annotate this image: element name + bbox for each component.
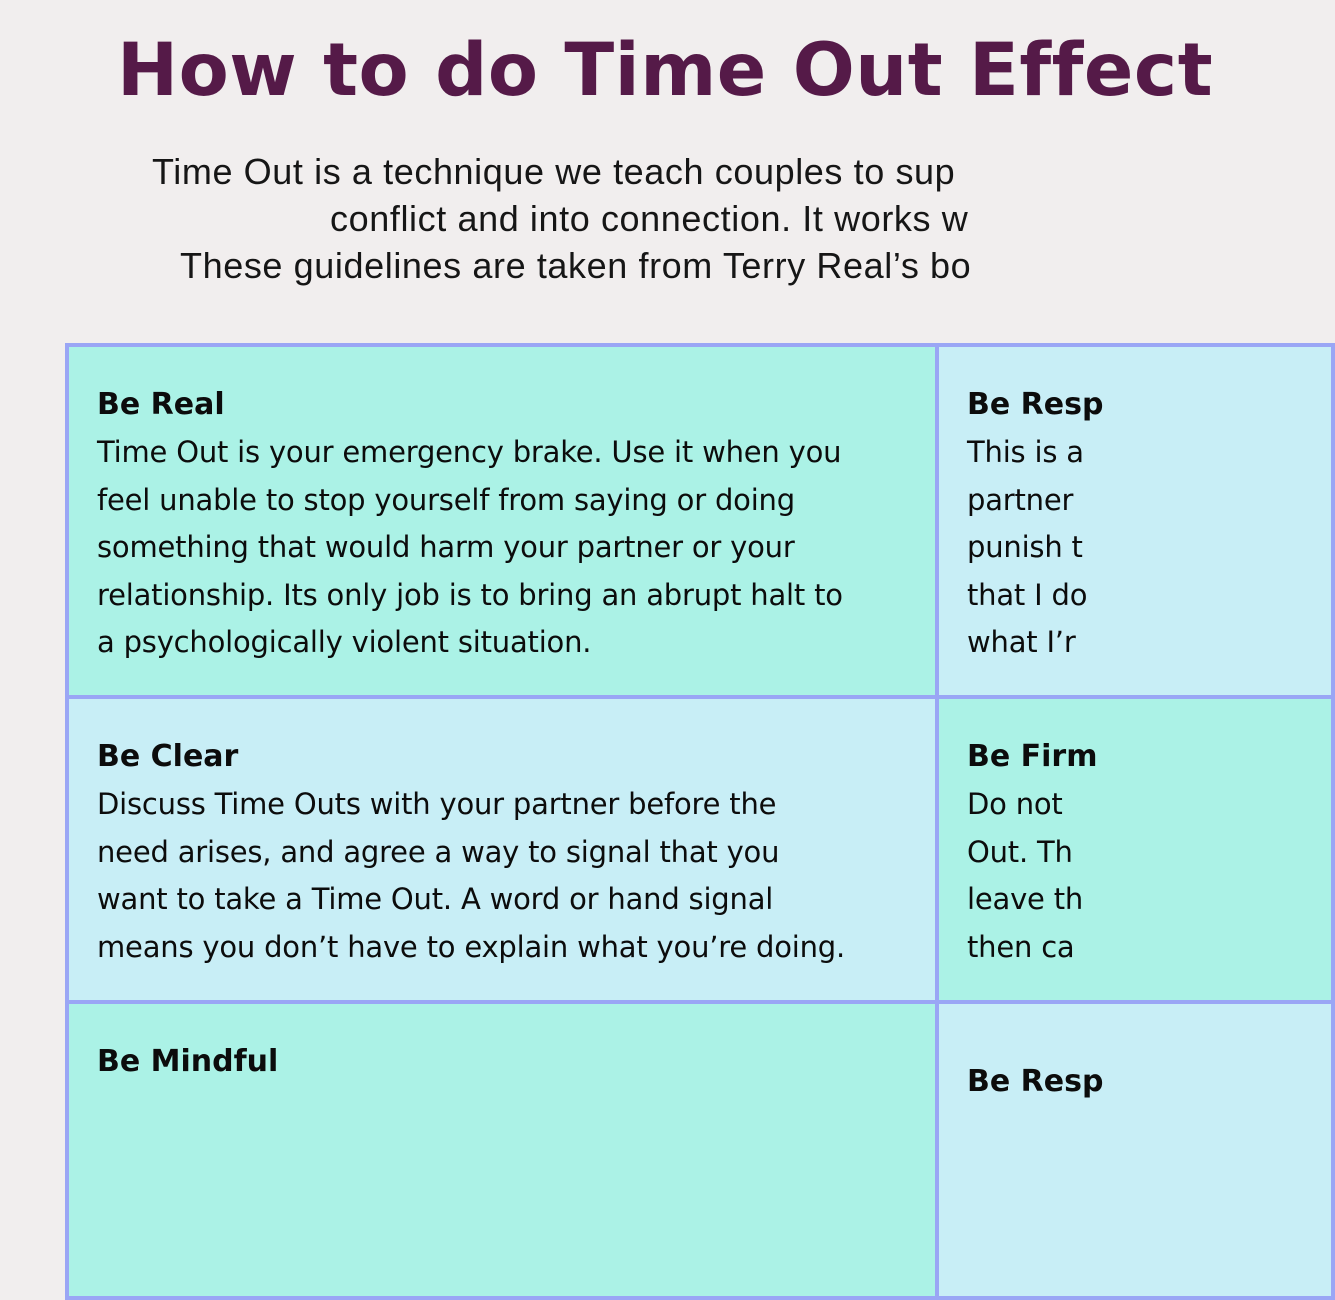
- card-heading: Be Firm: [967, 739, 1098, 774]
- card-heading: Be Resp: [967, 387, 1104, 422]
- card-body-line: something that would harm your partner or your: [97, 530, 795, 564]
- page-title: How to do Time Out Effect: [117, 28, 1214, 113]
- card-body-line: This is a: [967, 435, 1084, 469]
- card-body-line: a psychologically violent situation.: [97, 625, 592, 659]
- card-body-line: what I’r: [967, 625, 1076, 659]
- card-body-line: feel unable to stop yourself from saying or doing: [97, 482, 795, 517]
- guidelines-grid: [65, 343, 1265, 1143]
- card-body: [967, 429, 1303, 667]
- card-be-mindful: [65, 1000, 939, 1300]
- card-body-line: then ca: [967, 929, 1075, 964]
- card-body-line: want to take a Time Out. A word or hand signal: [97, 882, 774, 916]
- card-body-line: Discuss Time Outs with your partner before the: [97, 787, 777, 821]
- card-body-line: Time Out is your emergency brake. Use it when you: [97, 435, 842, 469]
- card-be-firm: [935, 695, 1335, 1004]
- card-heading: Be Mindful: [97, 1044, 279, 1079]
- intro-line-3: These guidelines are taken from Terry Real’s bo: [180, 245, 972, 286]
- card-body-line: means you don’t have to explain what you’re doing.: [97, 929, 846, 964]
- card-body: [97, 781, 907, 971]
- card-be-resp: [935, 343, 1335, 699]
- card-body-line: relationship. Its only job is to bring an abrupt halt to: [97, 577, 843, 612]
- intro-line-1: Time Out is a technique we teach couples to sup: [152, 151, 956, 192]
- card-heading: Be Real: [97, 387, 225, 422]
- card-body: [967, 781, 1303, 971]
- card-body-line: need arises, and agree a way to signal that you: [97, 834, 780, 869]
- card-body-line: that I do: [967, 577, 1088, 612]
- card-body: [97, 429, 907, 667]
- card-be-resp-2: [935, 1000, 1335, 1300]
- card-be-real: [65, 343, 939, 699]
- card-body-line: leave th: [967, 882, 1084, 916]
- card-heading: Be Resp: [967, 1064, 1104, 1099]
- card-body-line: Out. Th: [967, 834, 1073, 869]
- intro-line-2: conflict and into connection. It works w: [330, 198, 969, 239]
- card-heading: Be Clear: [97, 739, 239, 774]
- card-be-clear: [65, 695, 939, 1004]
- card-body-line: punish t: [967, 530, 1083, 564]
- card-body-line: partner: [967, 482, 1074, 517]
- card-body-line: Do not: [967, 787, 1063, 821]
